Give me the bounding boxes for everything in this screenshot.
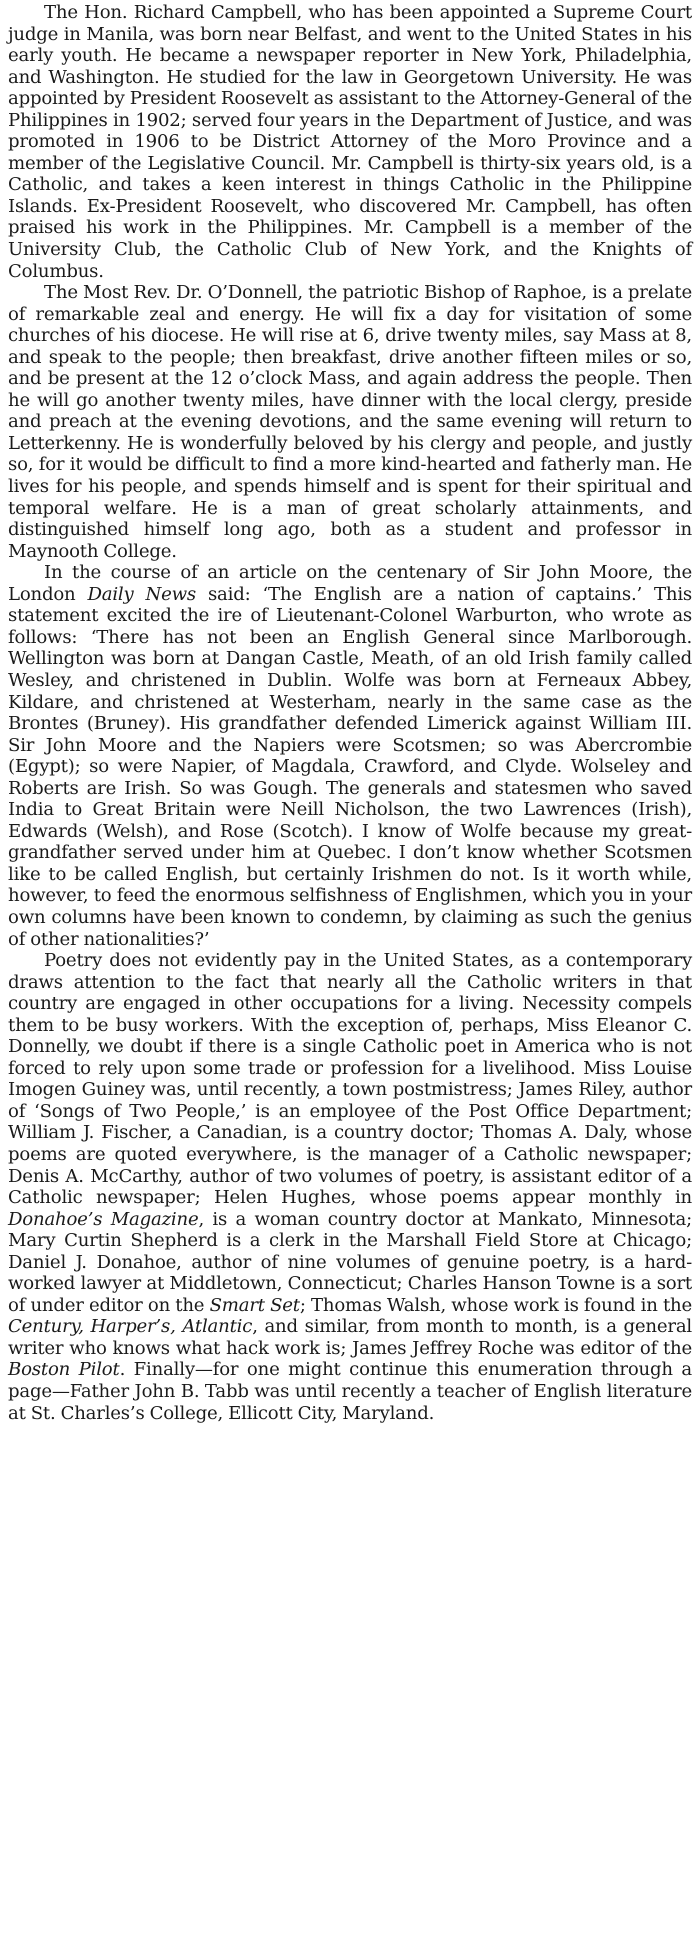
paragraph-odonnell	[8, 282, 692, 562]
text-run: . Finally—for one might continue this enumeration through a page—Father John B. Tabb was until recently a teacher of English literature at St. Charles’s College, Ellicott City, Maryland.	[8, 1359, 692, 1424]
text-run: In the course of an article on the centenary of Sir John Moore, the London	[8, 562, 692, 605]
text-run: The Hon. Richard Campbell, who has been appointed a Supreme Court judge in Manila, was born near Belfast, and went to the United States in his early youth. He became a newspaper reporter in New York, Philadelphia, and Washington. He studied for the law in Georgetown University. He was appointed by President Roosevelt as assistant to the Attorney-General of the Philippines in 1902; served four years in the Department of Justice, and was promoted in 1906 to be District Attorney of the Moro Province and a member of the Legislative Council. Mr. Campbell is thirty-six years old, is a Catholic, and takes a keen interest in things Catholic in the Philippine Islands. Ex-President Roosevelt, who discovered Mr. Campbell, has often praised his work in the Philippines. Mr. Campbell is a member of the University Club, the Catholic Club of New York, and the Knights of Columbus.	[8, 2, 692, 282]
paragraph-campbell	[8, 2, 692, 282]
italic-title: Donahoe’s Magazine	[8, 1208, 199, 1230]
text-run: The Most Rev. Dr. O’Donnell, the patriotic Bishop of Raphoe, is a prelate of remarkable zeal and energy. He will fix a day for visitation of some churches of his diocese. He will rise at 6, drive twenty miles, say Mass at 8, and speak to the people; then breakfast, drive another fifteen miles or so, and be present at the 12 o’clock Mass, and again address the people. Then he will go another twenty miles, have dinner with the local clergy, preside and preach at the evening devotions, and the same evening will return to Letterkenny. He is wonderfully beloved by his clergy and people, and justly so, for it would be difficult to find a more kind-hearted and fatherly man. He lives for his people, and spends himself and is spent for their spiritual and temporal welfare. He is a man of great scholarly attainments, and distinguished himself long ago, both as a student and professor in Maynooth College.	[8, 282, 692, 562]
italic-title: Smart Set	[209, 1294, 300, 1316]
text-run: Poetry does not evidently pay in the United States, as a contemporary draws attention to the fact that nearly all the Catholic writers in that country are engaged in other occupations for a living. Necessity compels them to be busy workers. With the exception of, perhaps, Miss Eleanor C. Donnelly, we doubt if there is a single Catholic poet in America who is not forced to rely upon some trade or profession for a livelihood. Miss Louise Imogen Guiney was, until recently, a town postmistress; James Riley, author of ‘Songs of Two People,’ is an employee of the Post Office Department; William J. Fischer, a Canadian, is a country doctor; Thomas A. Daly, whose poems are quoted everywhere, is the manager of a Catholic newspaper; Denis A. McCarthy, author of two volumes of poetry, is assistant editor of a Catholic newspaper; Helen Hughes, whose poems appear monthly in	[8, 950, 692, 1209]
italic-title: Boston Pilot	[8, 1359, 120, 1381]
paragraph-poetry	[8, 950, 692, 1424]
italic-title: Century, Harper’s, Atlantic	[8, 1316, 253, 1338]
text-run: said: ‘The English are a nation of captains.’ This statement excited the ire of Lieutenant-Colonel Warburton, who wrote as follows: ‘There has not been an English General since Marlborough. Wellington was born at Dangan Castle, Meath, of an old Irish family called Wesley, and christened in Dublin. Wolfe was born at Ferneaux Abbey, Kildare, and christened at Westerham, nearly in the same case as the Brontes (Bruney). His grandfather defended Limerick against William III. Sir John Moore and the Napiers were Scotsmen; so was Abercrombie (Egypt); so were Napier, of Magdala, Crawford, and Clyde. Wolseley and Roberts are Irish. So was Gough. The generals and statesmen who saved India to Great Britain were Neill Nicholson, the two Lawrences (Irish), Edwards (Welsh), and Rose (Scotch). I know of Wolfe because my great-grandfather served under him at Quebec. I don’t know whether Scotsmen like to be called English, but certainly Irishmen do not. Is it worth while, however, to feed the enormous selfishness of Englishmen, which you in your own columns have been known to condemn, by claiming as such the genius of other nationalities?’	[8, 583, 693, 950]
text-run: , and similar, from month to month, is a general writer who knows what hack work is; James Jeffrey Roche was editor of the	[8, 1316, 692, 1359]
text-run: ; Thomas Walsh, whose work is found in the	[299, 1294, 692, 1316]
paragraph-warburton	[8, 562, 692, 950]
text-run: , is a woman country doctor at Mankato, Minnesota; Mary Curtin Shepherd is a clerk in the Marshall Field Store at Chicago; Daniel J. Donahoe, author of nine volumes of genuine poetry, is a hard-worked lawyer at Middletown, Connecticut; Charles Hanson Towne is a sort of under editor on the	[8, 1208, 692, 1316]
italic-title: Daily News	[87, 583, 197, 605]
